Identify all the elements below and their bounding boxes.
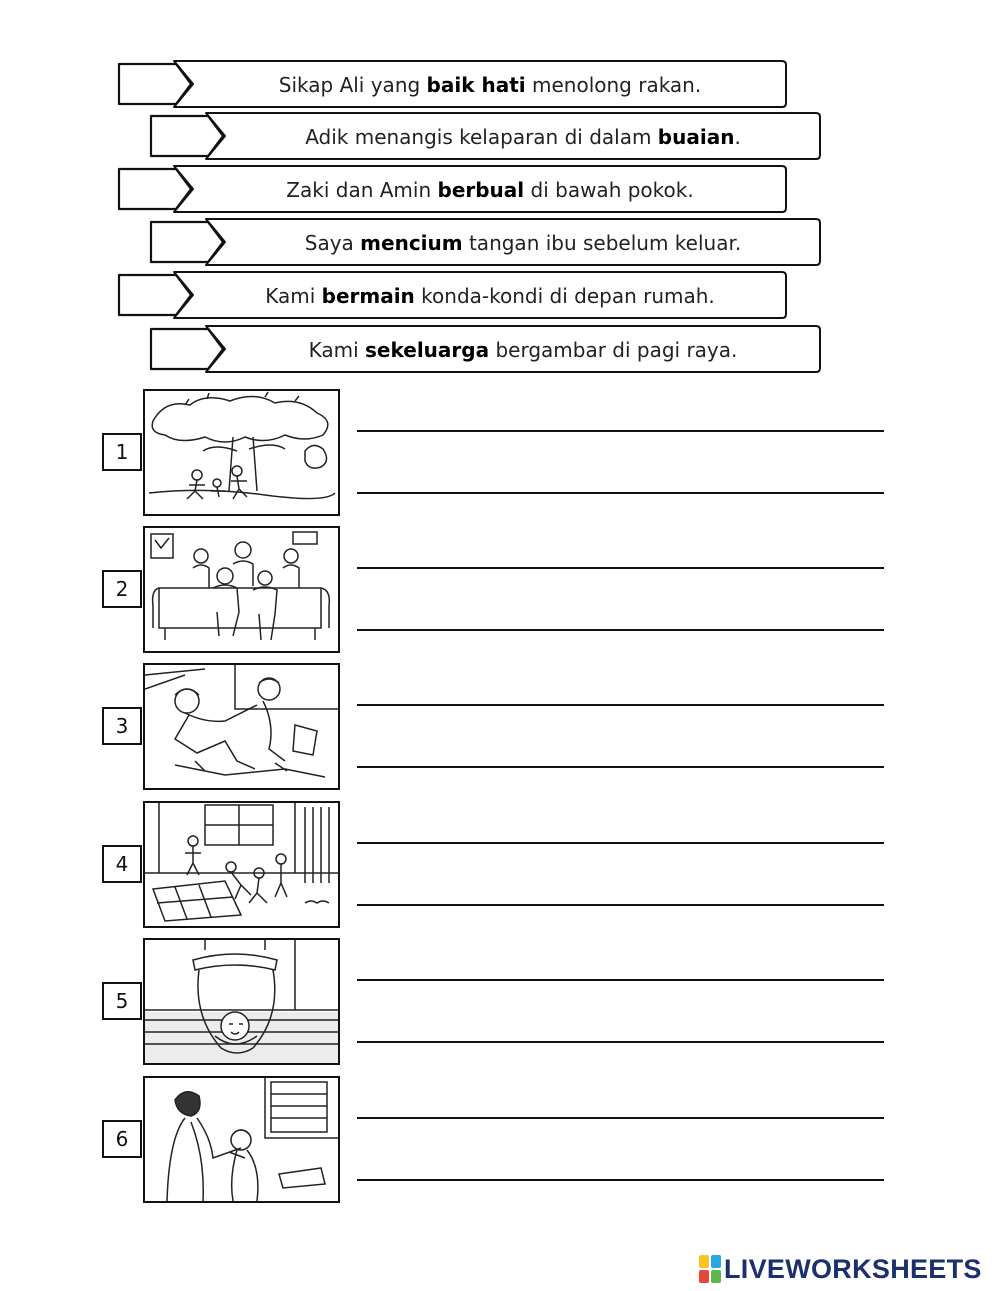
sentence-text: Zaki dan Amin berbual di bawah pokok. [286, 178, 694, 202]
sentence-text: Sikap Ali yang baik hati menolong rakan. [278, 73, 702, 97]
answer-line[interactable] [357, 629, 884, 631]
answer-line[interactable] [357, 704, 884, 706]
question-number: 5 [102, 982, 142, 1020]
question-number: 1 [102, 433, 142, 471]
sentence-option[interactable] [150, 111, 822, 163]
answer-line[interactable] [357, 1117, 884, 1119]
liveworksheets-logo [699, 1254, 982, 1284]
sentence-text: Kami sekeluarga bergambar di pagi raya. [308, 338, 738, 362]
sentence-text: Saya mencium tangan ibu sebelum keluar. [304, 231, 742, 255]
answer-line[interactable] [357, 842, 884, 844]
question-number: 2 [102, 570, 142, 608]
answer-line[interactable] [357, 766, 884, 768]
question-number: 4 [102, 845, 142, 883]
question-number: 6 [102, 1120, 142, 1158]
sentence-option[interactable] [118, 164, 788, 216]
sentence-option[interactable] [118, 59, 788, 111]
sentence-text: Adik menangis kelaparan di dalam buaian. [305, 125, 741, 149]
answer-line[interactable] [357, 1179, 884, 1181]
logo-mark-icon [699, 1255, 721, 1283]
question-number: 3 [102, 707, 142, 745]
sentence-option[interactable] [150, 324, 822, 376]
picture-family-portrait [143, 526, 340, 653]
picture-baby-crying-in-cradle [143, 938, 340, 1065]
picture-boy-kissing-mother-hand [143, 1076, 340, 1203]
answer-line[interactable] [357, 979, 884, 981]
picture-children-playing-hopscotch [143, 801, 340, 928]
picture-children-under-tree [143, 389, 340, 516]
picture-boy-helping-friend [143, 663, 340, 790]
answer-line[interactable] [357, 492, 884, 494]
sentence-option[interactable] [150, 217, 822, 269]
answer-line[interactable] [357, 904, 884, 906]
logo-text: LIVEWORKSHEETS [724, 1253, 982, 1284]
sentence-option[interactable] [118, 270, 788, 322]
answer-line[interactable] [357, 567, 884, 569]
answer-line[interactable] [357, 430, 884, 432]
answer-line[interactable] [357, 1041, 884, 1043]
sentence-text: Kami bermain konda-kondi di depan rumah. [265, 284, 715, 308]
